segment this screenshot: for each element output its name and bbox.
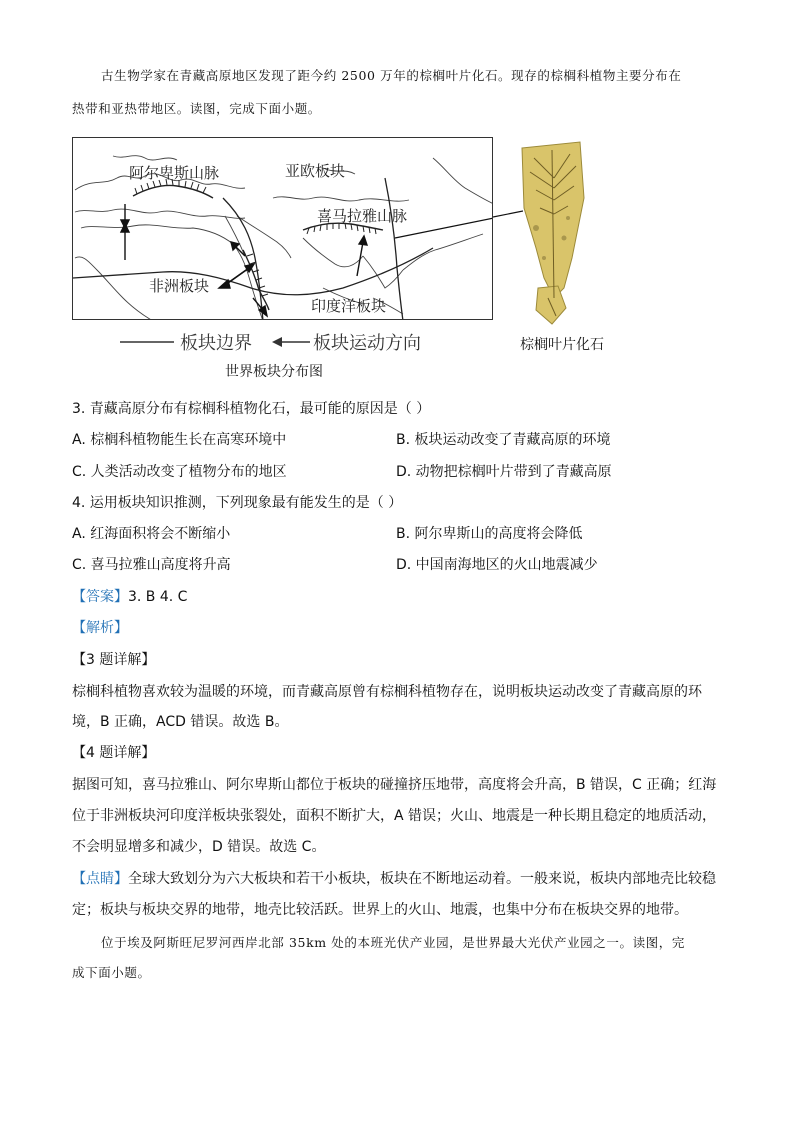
label-himalaya: 喜马拉雅山脉 bbox=[317, 207, 408, 225]
detail3-line-2: 境，B 正确，ACD 错误。故选 B。 bbox=[72, 714, 289, 730]
answer-text: 3. B 4. C bbox=[128, 589, 188, 605]
q3-option-d: D. 动物把棕榈叶片带到了青藏高原 bbox=[396, 464, 612, 480]
detail3-line-1: 棕榈科植物喜欢较为温暖的环境，而青藏高原曾有棕榈科植物存在，说明板块运动改变了青藏高原的环 bbox=[72, 684, 702, 700]
plate-map bbox=[72, 137, 493, 320]
q3-option-a: A. 棕榈科植物能生长在高寒环境中 bbox=[72, 432, 287, 448]
intro-line-2: 热带和亚热带地区。读图，完成下面小题。 bbox=[72, 101, 321, 116]
q4-option-b: B. 阿尔卑斯山的高度将会降低 bbox=[396, 526, 583, 542]
q4-stem: 4. 运用板块知识推测，下列现象最有能发生的是（ ） bbox=[72, 495, 403, 511]
q4-option-d: D. 中国南海地区的火山地震减少 bbox=[396, 557, 598, 573]
fossil-caption: 棕榈叶片化石 bbox=[520, 337, 604, 353]
intro-line-1: 古生物学家在青藏高原地区发现了距今约 2500 万年的棕榈叶片化石。现存的棕榈科植物主要分布在 bbox=[101, 68, 682, 83]
map-caption: 世界板块分布图 bbox=[225, 364, 323, 380]
detail4-line-2: 位于非洲板块河印度洋板块张裂处，面积不断扩大，A 错误；火山、地震是一种长期且稳定的地质活动， bbox=[72, 808, 717, 824]
intro2-line-1: 位于埃及阿斯旺尼罗河西岸北部 35km 处的本班光伏产业园，是世界最大光伏产业园之一。读图，完 bbox=[101, 935, 685, 950]
analysis-tag: 【解析】 bbox=[72, 620, 128, 636]
label-african-plate: 非洲板块 bbox=[149, 277, 210, 295]
q3-option-c: C. 人类活动改变了植物分布的地区 bbox=[72, 464, 287, 480]
answer-tag: 【答案】 bbox=[72, 589, 128, 605]
q4-option-c: C. 喜马拉雅山高度将升高 bbox=[72, 557, 231, 573]
label-indian-plate: 印度洋板块 bbox=[311, 297, 387, 315]
q4-option-a: A. 红海面积将会不断缩小 bbox=[72, 526, 231, 542]
intro2-line-2: 成下面小题。 bbox=[72, 965, 151, 980]
tip-text-1: 全球大致划分为六大板块和若干小板块，板块在不断地运动着。一般来说，板块内部地壳比较稳 bbox=[128, 871, 716, 887]
legend-direction-label: 板块运动方向 bbox=[313, 333, 421, 354]
legend-boundary-label: 板块边界 bbox=[180, 333, 252, 354]
detail3-tag: 【3 题详解】 bbox=[72, 652, 156, 668]
answer-row bbox=[72, 587, 187, 607]
detail4-line-3: 不会明显增多和减少，D 错误。故选 C。 bbox=[72, 839, 326, 855]
palm-fossil-image bbox=[514, 138, 590, 328]
tip-tag: 【点睛】 bbox=[72, 871, 128, 887]
legend-boundary-line bbox=[118, 332, 178, 352]
q3-stem: 3. 青藏高原分布有棕榈科植物化石，最可能的原因是（ ） bbox=[72, 401, 431, 417]
detail4-tag: 【4 题详解】 bbox=[72, 745, 156, 761]
label-alps: 阿尔卑斯山脉 bbox=[129, 164, 220, 182]
tip-line-1 bbox=[72, 869, 716, 889]
detail4-line-1: 据图可知，喜马拉雅山、阿尔卑斯山都位于板块的碰撞挤压地带，高度将会升高，B 错误，C 正确；红海 bbox=[72, 777, 717, 793]
q3-option-b: B. 板块运动改变了青藏高原的环境 bbox=[396, 432, 611, 448]
label-eurasian-plate: 亚欧板块 bbox=[285, 162, 346, 180]
tip-line-2: 定；板块与板块交界的地带，地壳比较活跃。世界上的火山、地震，也集中分布在板块交界的地带。 bbox=[72, 902, 688, 918]
legend-direction-arrow bbox=[270, 332, 312, 352]
